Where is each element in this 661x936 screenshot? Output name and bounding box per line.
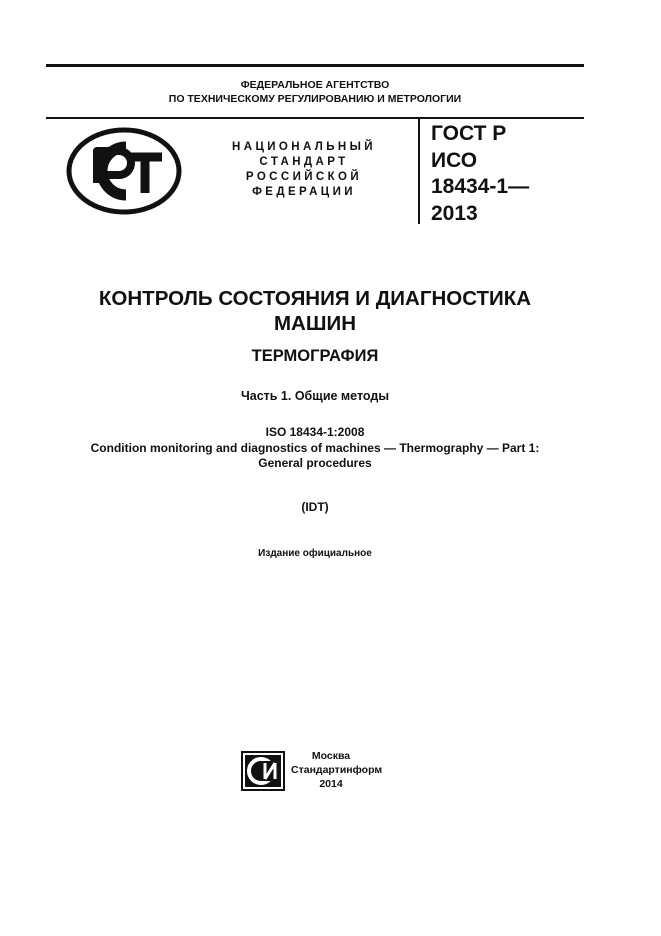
national-standard-label: [214, 140, 394, 200]
iso-title-line-1: Condition monitoring and diagnostics of machines — Thermography — Part 1:: [90, 440, 540, 455]
title-line-1: КОНТРОЛЬ СОСТОЯНИЯ И ДИАГНОСТИКА: [98, 287, 532, 310]
gost-line-2: ИСО: [431, 148, 478, 172]
identity-marker: (IDT): [301, 500, 329, 514]
national-line-1: НАЦИОНАЛЬНЫЙ: [232, 141, 376, 153]
top-rule: [46, 64, 584, 67]
agency-line-2: ПО ТЕХНИЧЕСКОМУ РЕГУЛИРОВАНИЮ И МЕТРОЛОГИИ: [168, 93, 462, 105]
middle-rule: [46, 117, 584, 119]
document-title: [46, 286, 584, 336]
iso-code: ISO 18434-1:2008: [265, 425, 365, 439]
gost-designation: [431, 121, 529, 227]
national-line-3: РОССИЙСКОЙ: [245, 171, 363, 183]
vertical-rule: [418, 117, 420, 224]
publisher-city: Москва: [311, 750, 351, 762]
national-line-2: СТАНДАРТ: [259, 156, 349, 168]
rst-mark-icon: [66, 127, 182, 215]
agency-line-1: ФЕДЕРАЛЬНОЕ АГЕНТСТВО: [240, 79, 390, 91]
document-part: Часть 1. Общие методы: [240, 389, 390, 403]
edition-label: Издание официальное: [258, 548, 372, 559]
iso-reference: [46, 425, 584, 472]
standartinform-logo-icon: [241, 751, 285, 791]
document-subtitle: ТЕРМОГРАФИЯ: [251, 347, 379, 365]
publisher-name: Стандартинформ: [291, 764, 383, 776]
iso-title-line-2: General procedures: [258, 456, 372, 470]
gost-line-3: 18434-1—: [431, 175, 530, 198]
national-line-4: ФЕДЕРАЦИИ: [252, 186, 356, 198]
gost-line-4: 2013: [431, 201, 478, 225]
publisher-block: [291, 749, 383, 791]
title-line-2: МАШИН: [273, 312, 357, 335]
gost-line-1: ГОСТ Р: [431, 122, 507, 145]
agency-header: [46, 78, 584, 106]
publisher-year: 2014: [319, 778, 343, 790]
